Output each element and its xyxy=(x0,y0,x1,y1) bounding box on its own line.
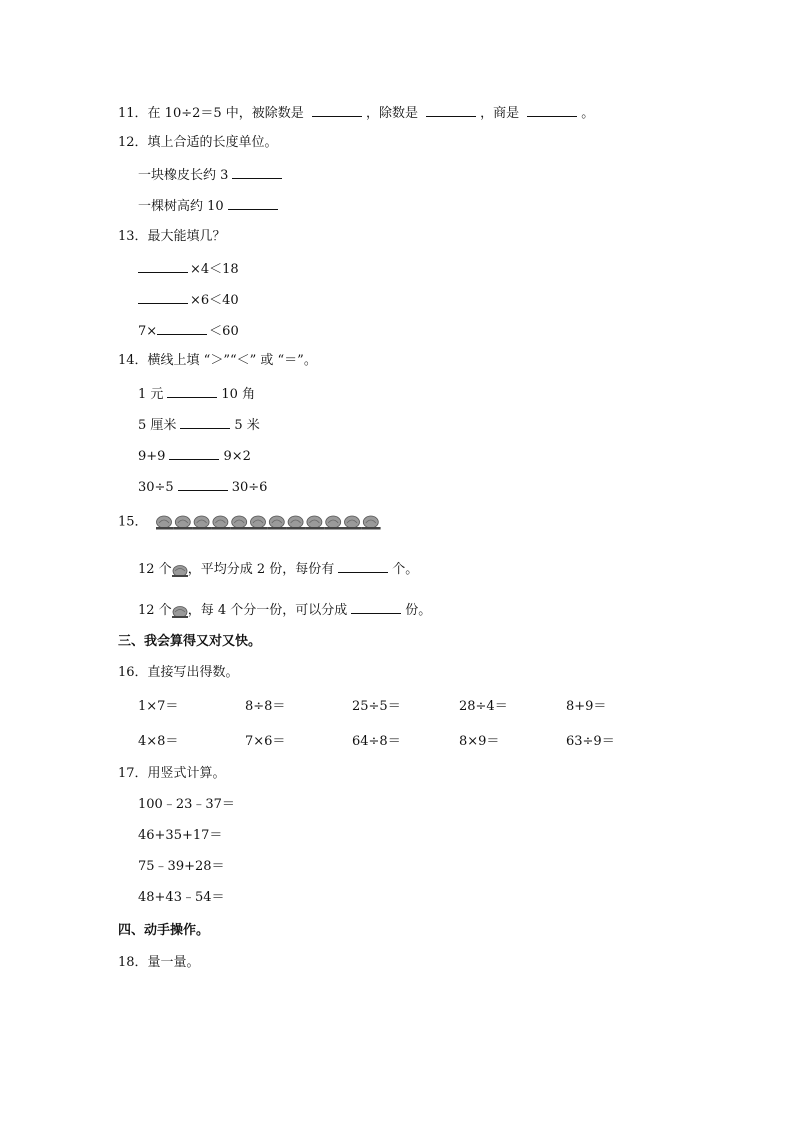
question-18 xyxy=(118,955,200,971)
question-number: 16． xyxy=(118,665,148,680)
stone-icon xyxy=(305,516,324,530)
sub-item xyxy=(138,197,282,215)
stone-icon xyxy=(361,516,380,530)
stone-icon xyxy=(172,563,188,577)
stone-icon xyxy=(192,516,211,530)
sub-item xyxy=(138,447,251,465)
sub-item xyxy=(138,322,239,340)
sub-item xyxy=(138,416,260,434)
stone-icon xyxy=(343,516,362,530)
equation: 64÷8＝ xyxy=(352,734,401,749)
item-text: 5 米 xyxy=(234,418,260,433)
stones-row-image xyxy=(156,514,386,530)
question-title: 直接写出得数。 xyxy=(147,665,239,680)
question-number: 11． xyxy=(118,106,148,121)
sub-item xyxy=(138,166,286,184)
calc-item: 48+43﹣54＝ xyxy=(138,890,225,905)
answer-blank[interactable] xyxy=(138,260,188,273)
equation: 8÷8＝ xyxy=(245,699,286,714)
question-number: 15． xyxy=(118,514,148,530)
equation: 7×6＝ xyxy=(245,734,286,749)
question-14 xyxy=(118,353,317,369)
section-heading: 四、动手操作。 xyxy=(118,923,210,938)
sub-item xyxy=(138,560,418,578)
item-text: 30÷5 xyxy=(138,480,174,495)
stone-icon xyxy=(267,516,286,530)
stone-icon xyxy=(156,516,174,530)
equation: 1×7＝ xyxy=(138,699,179,714)
question-title: 最大能填几？ xyxy=(147,229,226,244)
item-text: 一棵树高约 10 xyxy=(138,199,224,214)
section-heading: 三、我会算得又对又快。 xyxy=(118,634,262,649)
item-text: ＜60 xyxy=(209,324,239,339)
stone-icon xyxy=(173,516,192,530)
question-number: 18． xyxy=(118,955,148,970)
sub-item xyxy=(138,385,255,403)
question-text: 。 xyxy=(581,106,595,121)
question-title: 横线上填 “＞”“＜” 或 “＝”。 xyxy=(147,353,317,368)
item-text: 30÷6 xyxy=(231,480,268,495)
question-title: 填上合适的长度单位。 xyxy=(147,135,278,150)
sub-item xyxy=(138,478,267,496)
question-number: 13． xyxy=(118,229,148,244)
item-text: ×6＜40 xyxy=(190,293,239,308)
answer-blank[interactable] xyxy=(178,478,228,491)
sub-item xyxy=(138,291,239,309)
item-text: 12 个 xyxy=(138,603,172,618)
item-text: 9+9 xyxy=(138,449,166,464)
calc-item: 100﹣23﹣37＝ xyxy=(138,797,235,812)
answer-blank[interactable] xyxy=(232,166,282,179)
sub-item xyxy=(138,260,239,278)
answer-blank[interactable] xyxy=(312,104,362,117)
item-text: ，平均分成 2 份，每份有 xyxy=(187,562,335,577)
stone-icon xyxy=(172,604,188,618)
equation: 8+9＝ xyxy=(566,699,607,714)
answer-blank[interactable] xyxy=(169,447,219,460)
answer-blank[interactable] xyxy=(426,104,476,117)
question-text: 在 10÷2＝5 中，被除数是 xyxy=(147,106,304,121)
equation: 25÷5＝ xyxy=(352,699,401,714)
stone-icon xyxy=(211,516,230,530)
answer-blank[interactable] xyxy=(338,560,388,573)
calc-item: 46+35+17＝ xyxy=(138,828,223,843)
answer-blank[interactable] xyxy=(157,322,207,335)
item-text: 5 厘米 xyxy=(138,418,177,433)
equation: 28÷4＝ xyxy=(459,699,508,714)
equation: 63÷9＝ xyxy=(566,734,615,749)
answer-blank[interactable] xyxy=(167,385,217,398)
question-text: ，商是 xyxy=(480,106,520,121)
answer-blank[interactable] xyxy=(138,291,188,304)
question-17 xyxy=(118,766,226,782)
item-text: ×4＜18 xyxy=(190,262,239,277)
item-text: 12 个 xyxy=(138,562,172,577)
calc-item: 75﹣39+28＝ xyxy=(138,859,225,874)
answer-blank[interactable] xyxy=(228,197,278,210)
question-number: 17． xyxy=(118,766,148,781)
question-title: 量一量。 xyxy=(147,955,200,970)
equation: 4×8＝ xyxy=(138,734,179,749)
question-number: 12． xyxy=(118,135,148,150)
question-number: 14． xyxy=(118,353,148,368)
question-11 xyxy=(118,104,594,122)
item-text: 1 元 xyxy=(138,387,164,402)
item-text: 10 角 xyxy=(221,387,256,402)
stone-icon xyxy=(286,516,305,530)
item-text: 7× xyxy=(138,324,158,339)
answer-blank[interactable] xyxy=(351,601,401,614)
question-13 xyxy=(118,229,226,245)
stone-icon xyxy=(230,516,249,530)
question-title: 用竖式计算。 xyxy=(147,766,226,781)
item-text: 份。 xyxy=(405,603,432,618)
stone-icon xyxy=(249,516,268,530)
item-text: 9×2 xyxy=(223,449,251,464)
item-text: 个。 xyxy=(392,562,419,577)
question-16 xyxy=(118,665,239,681)
item-text: 一块橡皮长约 3 xyxy=(138,168,229,183)
stone-icon xyxy=(324,516,343,530)
item-text: ，每 4 个分一份，可以分成 xyxy=(187,603,348,618)
sub-item xyxy=(138,601,431,619)
question-text: ，除数是 xyxy=(365,106,418,121)
question-12 xyxy=(118,135,278,151)
answer-blank[interactable] xyxy=(527,104,577,117)
equation: 8×9＝ xyxy=(459,734,500,749)
question-15 xyxy=(118,514,386,531)
answer-blank[interactable] xyxy=(180,416,230,429)
